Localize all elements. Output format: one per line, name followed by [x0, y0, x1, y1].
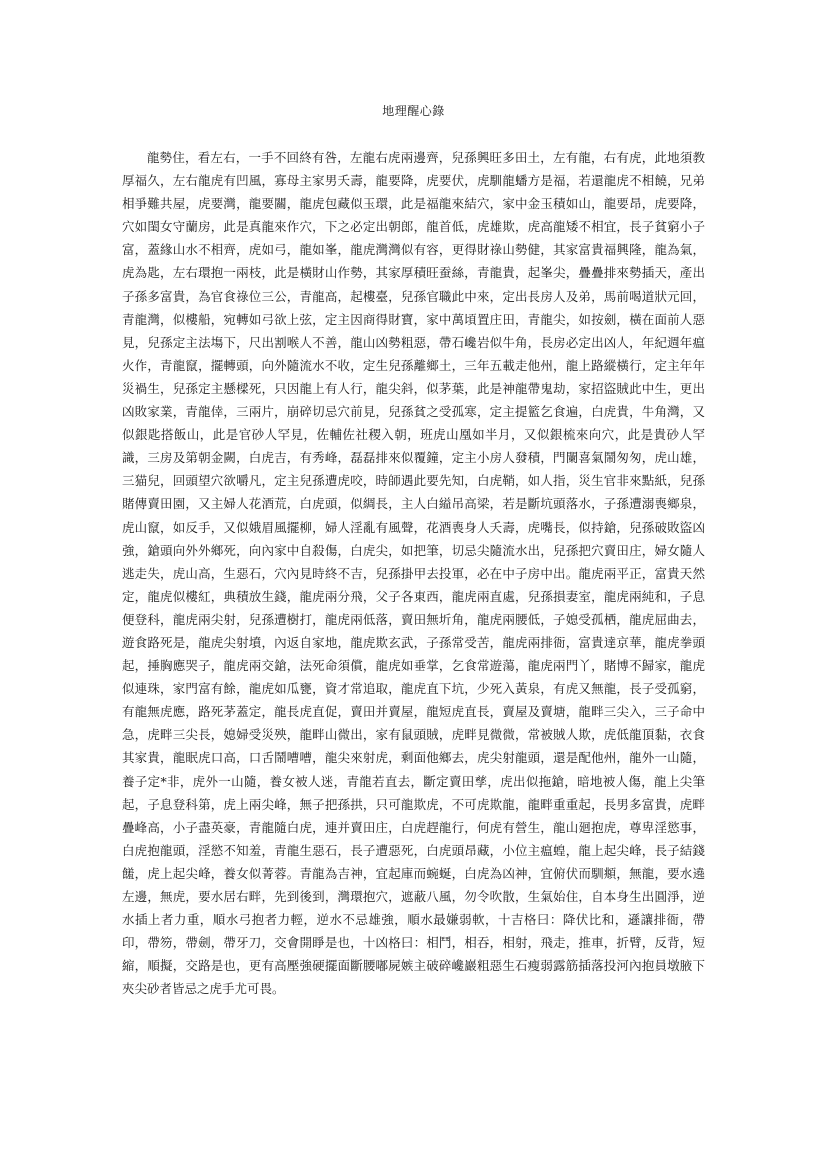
document-title: 地理醒心錄 [382, 104, 445, 118]
document-body-paragraph: 龍勢住，看左右，一手不回終有咎，左龍右虎兩邊齊，兒孫興旺多田土，左有龍，右有虎，此地須教厚福久，左右龍虎有凹風，寡母主家男夭壽，龍要降，虎要伏，虎馴龍蟠方是福，若還龍虎不相饒，兄弟相爭難共屋，虎要灣，龍要關，龍虎包藏似玉環，此是福龍來結穴，家中金玉積如山，龍要昂，虎要降，穴如閨女守蘭房，此是真龍來作穴，下之必定出朝郎，龍首低，虎雄欺，虎高龍矮不相宜，長子貧窮小子富，蓋緣山水不相齊，虎如弓，龍如峯，龍虎灣灣似有容，更得財祿山勢健，其家富貴福興隆，龍為氣，虎為匙，左右環抱一兩枝，此是橫財山作勢，其家厚積旺蚕絲，青龍貴，起峯尖，疊疊排來勢插天，產出子孫多富貴，為官食祿位三公，青龍高，起樓臺，兒孫官職此中來，定出長房人及弟，馬前喝道狀元回，青龍灣，似樓船，宛轉如弓欲上弦，定主因商得財寶，家中萬頃置庄田，青龍尖，如按劍，橫在面前人惡見，兒孫定主法塲下，尺出割喉人不善，龍山凶勢粗惡，帶石巉岩似牛角，長房必定出凶人，年紀週年瘟火作，青龍竄，擺轉頭，向外隨流水不收，定生兒孫離鄉土，三年五載走他州，龍上路縱橫行，定主年年災禍生，兒孫定主懸樑死，只因龍上有人行，龍尖斜，似茅葉，此是神龍帶鬼劫，家招盜賊此中生，更出凶敗家業，青龍倖，三兩片，崩碎切忌穴前見，兒孫貧之受孤寒，定主提籃乞食遍，白虎貴，牛角灣，又似銀匙搭飯山，此是官砂人罕見，佐輔佐社稷入朝，班虎山凰如半月，又似銀梳來向穴，此是貴砂人罕識，三房及第朝金闕，白虎吉，有秀峰，磊磊排來似覆鐘，定主小房人發積，門闌喜氣鬧匆匆，虎山雄，三猫兒，回頭望穴欲嚼凡，定主兒孫遭虎咬，時師遇此要先知，白虎鞘，如人指，災生官非來點紙，兒孫賭傳賣田園，又主婦人花酒荒，白虎頭，似綢長，主人白縊吊高梁，若是斷坑頭落水，子孫遭溺喪鄉泉，虎山竄，如反手，又似娥眉風擺柳，婦人淫亂有風聲，花酒喪身人夭壽，虎嘴長，似持鎗，兒孫破敗盜凶強，鎗頭向外外鄉死，向內家中自殺傷，白虎尖，如把筆，切忌尖隨流水出，兒孫把穴賣田庄，婦女隨人逃走失，虎山高，生惡石，穴內見時終不吉，兒孫掛甲去投軍，必在中子房中出。龍虎兩平正，富貴天然定，龍虎似樓紅，典積放生錢，龍虎兩分飛，父子各東西，龍虎兩直處，兒孫損妻室，龍虎兩純和，子息便登科，龍虎兩尖射，兒孫遭樹打，龍虎兩低落，賣田無圻角，龍虎兩腰低，子媳受孤栖，龍虎屈曲去，遊食路死是，龍虎尖射墳，內返自家地，龍虎欺玄武，子孫常受苦，龍虎兩排衙，富貴達京華，龍虎拳頭起，捶胸應哭子，龍虎兩交鎗，法死命須償，龍虎如垂掌，乞食常遊蕩，龍虎兩門丫，賭博不歸家，龍虎似連珠，家門富有餘，龍虎如瓜甕，資才常追取，龍虎直下坑，少死入黃泉，有虎又無龍，長子受孤窮，有龍無虎應，路死茅蓋定，龍長虎直促，賣田并賣屋，龍短虎直長，賣屋及賣塘，龍畔三尖入，三子命中急，虎畔三尖長，媳婦受災殃，龍畔山微出，家有鼠頭賊，虎畔見微微，常被賊人欺，虎低龍頂黏，衣食其家貴，龍眠虎口高，口舌鬧嘈嘈，龍尖來射虎，剩面他鄉去，虎尖射龍頭，還是配他州，龍外一山隨，養子定*非，虎外一山隨，養女被人迷，青龍若直去，斷定賣田孳，虎出似拖鎗，暗地被人傷，龍上尖筆起，子息登科第，虎上兩尖峰，無子把孫拱，只可龍欺虎，不可虎欺龍，龍畔重重起，長男多富貴，虎畔疊峰高，小子盡英豪，青龍隨白虎，連并賣田庄，白虎趕龍行，何虎有營生，龍山廻抱虎，尊卑淫慾事，白虎抱龍頭，淫慾不知羞，青龍生惡石，長子遭惡死，白虎頭昂藏，小位主瘟蝗，龍上起尖峰，長子結錢饈，虎上起尖峰，養女似菁蓉。青龍為吉神，宜起庫而蜿蜒，白虎為凶神，宜俯伏而馴頫，無龍，要水遶左邊，無虎，要水居右畔，先到後到，灣環抱穴，遮蔽八風，勿令吹散，生氣始住，自本身生出圓淨，逆水插上者力重，順水弓抱者力輕，逆水不忌雄強，順水最嫌弱軟，十吉格曰：降伏比和，遜讓排衙，帶印，帶笏，帶劍，帶牙刀，交會開睜是也，十凶格曰：相鬥，相吞，相射，飛走，推車，折臂，反背，短縮，順擬，交路是也，更有高壓強硬擺面斷腰嘟屍嫉主破碎巉巖粗惡生石瘦弱露筋插落投河內抱員墩腋下夾尖砂者皆忌之虎手尤可畏。 [122, 150, 705, 997]
